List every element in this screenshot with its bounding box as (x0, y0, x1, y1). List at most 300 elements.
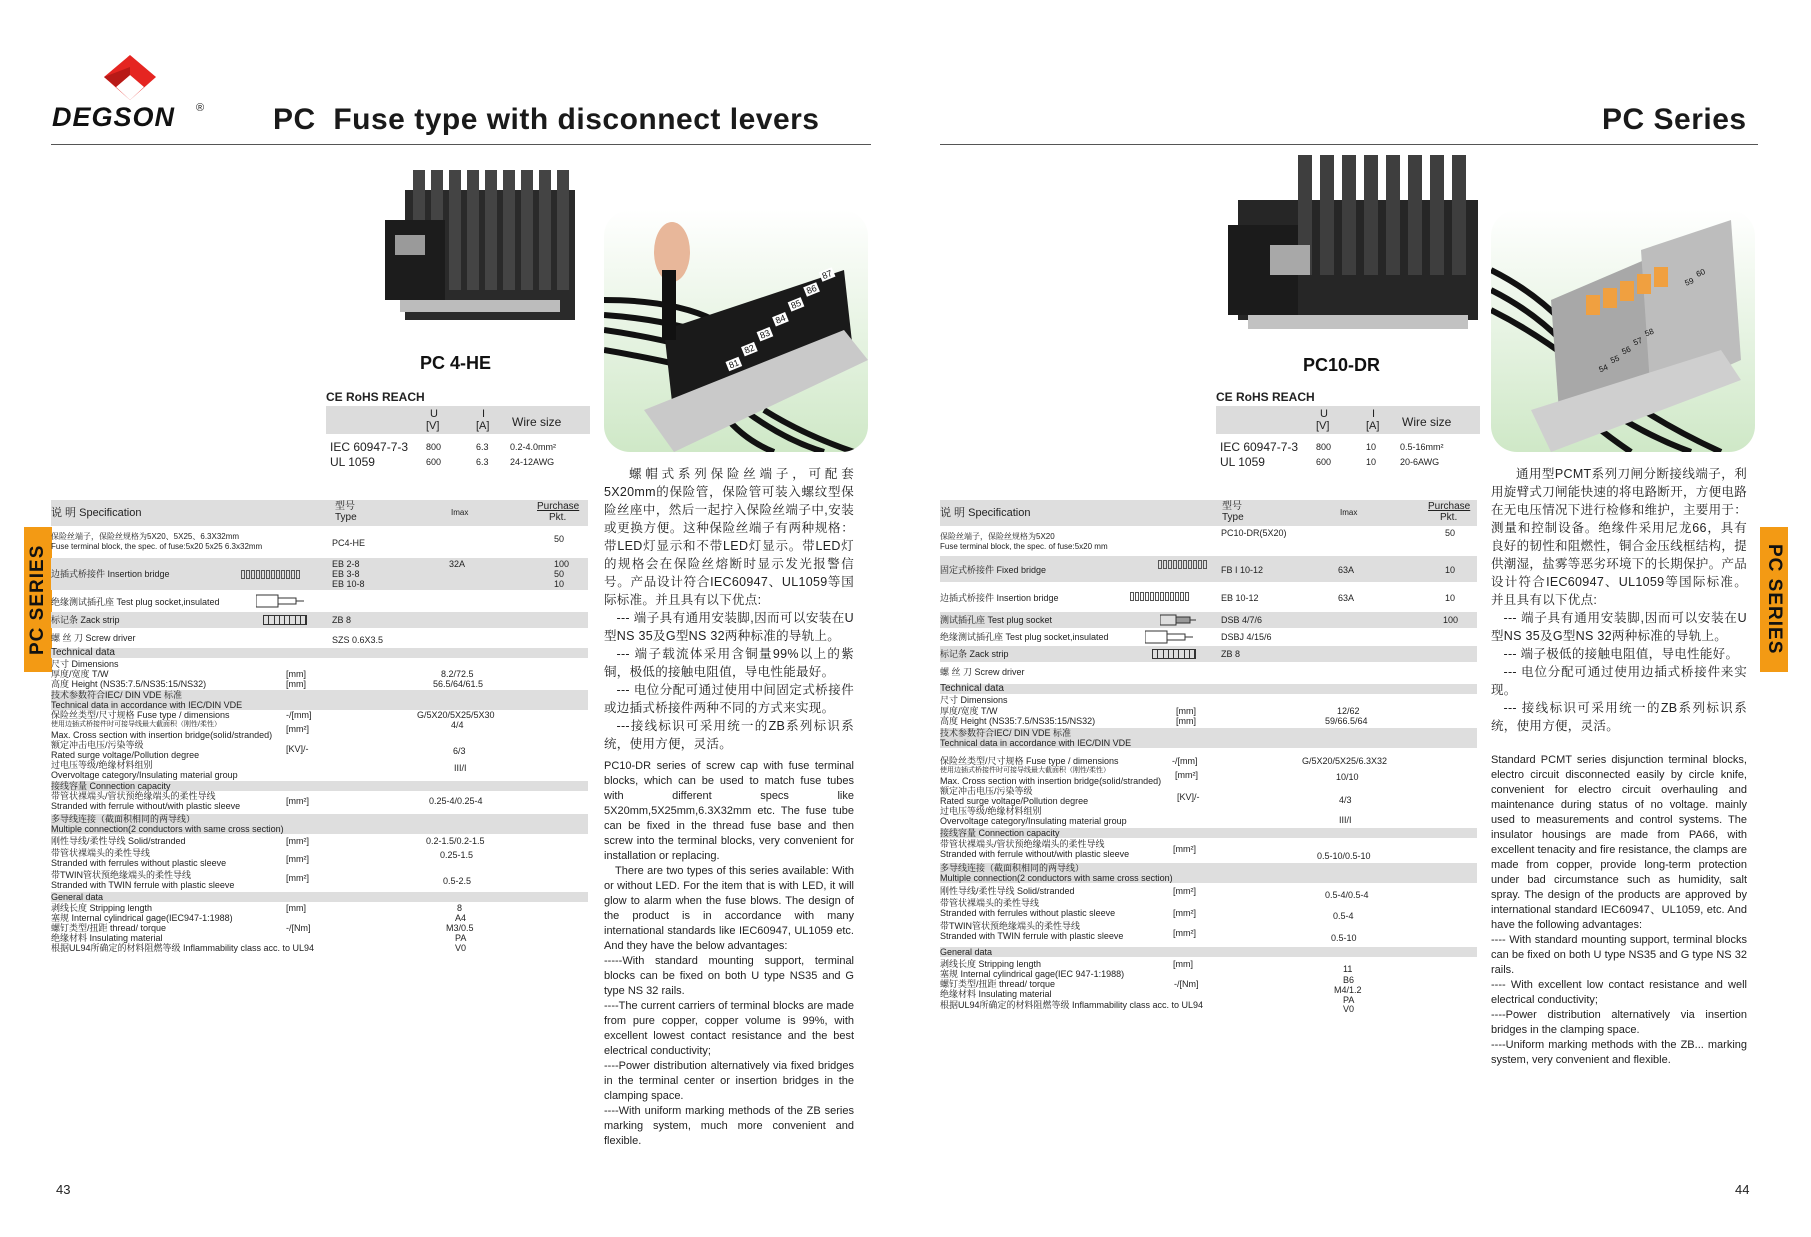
tech-row (940, 806, 1477, 826)
tech-label-en: Stranded with ferrule without/with plastic sleeve (51, 801, 241, 811)
tech-label: 螺钉类型/扭距 thread/ torque (940, 979, 1056, 989)
marker-label: 86 (805, 282, 819, 296)
tech-label: 高度 Height (NS35:7.5/NS35:15/NS32) (940, 716, 1096, 726)
header-u: U (1320, 408, 1328, 420)
col-purchase: Purchase (1428, 501, 1471, 512)
tech-row (51, 903, 588, 913)
wire-i: 6.3 (476, 442, 489, 452)
item-type: PC10-DR(5X20) (1221, 528, 1287, 538)
tech-sub-title-en: Technical data in accordance with IEC/DIN VDE (51, 700, 243, 710)
tech-sub-title: 多导线连接（截面积相同的两导线） (940, 863, 1085, 873)
col-type-en: Type (1222, 512, 1244, 523)
insertion-bridge-icon (1130, 592, 1189, 601)
spec-item-row (940, 584, 1477, 610)
zack-strip-icon (263, 615, 307, 625)
marker-label: 81 (727, 357, 741, 371)
tech-value: 0.2-1.5/0.2-1.5 (426, 836, 485, 846)
wire-i: 6.3 (476, 457, 489, 467)
wire-std: IEC 60947-7-3 (330, 440, 409, 454)
tech-label: 绝缘材料 Insulating material (51, 933, 163, 943)
item-type: EB 2-8 EB 3-8 EB 10-8 (332, 559, 365, 589)
application-photo-right (1491, 210, 1755, 452)
tech-row (940, 756, 1477, 766)
tech-label: 塞规 Internal cylindrical gage(IEC947-1:1988) (51, 913, 233, 923)
brand-logo (52, 52, 212, 132)
tech-label: 根据UL94所确定的材料阻燃等级 Inflammability class acc. to UL94 (51, 943, 315, 953)
item-cn: 标记条 Zack strip (940, 649, 1009, 659)
model-label-pc10dr: PC10-DR (1303, 355, 1381, 375)
tech-unit: [mm²] (1175, 770, 1198, 780)
desc-en-point: ---- With standard mounting support, terminal blocks can be fixed on both U type NS35 and G type NS 32 rails. (1491, 934, 1747, 976)
spec-item-row (940, 612, 1477, 628)
tech-sub-row (51, 690, 588, 710)
item-imax: 63A (1338, 593, 1355, 603)
tech-value: 0.5-2.5 (443, 876, 472, 886)
tech-value: 0.5-4 (1333, 911, 1354, 921)
tech-sub-row (51, 781, 588, 791)
tech-value: 4/4 (451, 720, 464, 730)
tech-unit: [mm²] (1173, 886, 1196, 896)
wire-std: UL 1059 (1220, 455, 1265, 469)
spec-item-row (51, 558, 588, 590)
tech-label-en: Max. Cross section with insertion bridge(solid/stranded) (940, 776, 1162, 786)
item-type: PC4-HE (332, 538, 366, 548)
tech-unit: [mm²] (286, 873, 309, 883)
tech-row (51, 760, 588, 780)
wire-std: UL 1059 (330, 455, 375, 469)
item-cn: 边插式桥接件 Insertion bridge (51, 569, 170, 579)
tech-row (940, 786, 1477, 806)
tech-unit: [mm²] (286, 854, 309, 864)
tech-label: 厚度/宽度 T/W (51, 669, 109, 679)
item-imax: 32A (449, 559, 466, 569)
col-pkt: Pkt. (549, 512, 567, 523)
spec-header-row (940, 500, 1477, 526)
item-cn: 固定式桥接件 Fixed bridge (940, 565, 1047, 575)
col-pkt: Pkt. (1440, 512, 1458, 523)
tech-label: 刚性导线/柔性导线 Solid/stranded (51, 836, 186, 846)
tech-label-en: Overvoltage category/Insulating material group (51, 770, 238, 780)
tech-value: 0.5-10/0.5-10 (1317, 851, 1371, 861)
desc-en-para: PC10-DR series of screw cap with fuse terminal blocks, which can be used to match fuse tubes with different specs like 5X20mm,5X25mm,6.3X32mm etc. The fuse tube can be fixed in the thread fuse base and then screw into the terminal blocks, very convenient for installation or replacing. (604, 760, 854, 862)
description-right (1491, 465, 1747, 1068)
side-tab-left: PC SERIES (24, 527, 52, 672)
wire-table-left (326, 406, 590, 469)
tech-section-title: General data (940, 947, 993, 957)
wire-i: 10 (1366, 457, 1377, 467)
tech-row (51, 791, 588, 813)
desc-en-para: Standard PCMT series disjunction terminal blocks, electro circuit disconnected easily by circle knife, convenient for electro circuit overhauling and maintenance during status of no voltage. mainly used to measurements and control systems. The insulator housings are made from PA66, with excellent tenacity and fire resistance, the clamps are made from copper, provide long-term protection under bad circumstance such as humidity, salt spray. The design of the products are approved by international standard IEC60947、UL1059, etc. And have the following advantages: (1491, 754, 1747, 931)
item-type: SZS 0.6X3.5 (332, 635, 384, 645)
tech-sub-row (940, 695, 1477, 705)
tech-value: 4/3 (1339, 795, 1352, 805)
tech-sub-title: 接线容量 Connection capacity (940, 828, 1060, 838)
tech-sub-title: 多导线连接（截面积相同的两导线） (51, 814, 196, 824)
wire-size: 24-12AWG (510, 457, 555, 467)
wire-std: IEC 60947-7-3 (1220, 440, 1299, 454)
desc-cn-point: --- 电位分配可通过使用中间固定式桥接件或边插式桥接件两种不同的方式来实现。 (604, 683, 854, 715)
spec-item-row (51, 612, 588, 628)
tech-value: 12/62 (1337, 706, 1360, 716)
header-i-unit: [A] (476, 420, 490, 432)
test-plug-socket-icon (1160, 614, 1196, 626)
tech-unit: [mm²] (1173, 928, 1196, 938)
tech-sub-row (940, 828, 1477, 838)
item-cn: 测试插孔座 Test plug socket (940, 615, 1053, 625)
right-page-title: PC Series (1602, 103, 1747, 136)
item-type: EB 10-12 (1221, 593, 1259, 603)
wire-table-header (326, 406, 590, 434)
tech-unit: [KV]/- (286, 744, 309, 754)
model-label-pc4he: PC 4-HE (420, 353, 492, 373)
tech-label: 螺钉类型/扭距 thread/ torque (51, 923, 167, 933)
tech-sub-title: 接线容量 Connection capacity (51, 781, 171, 791)
desc-en-point: ----With uniform marking methods of the ZB series marking system, much more convenient and flexible. (604, 1105, 854, 1147)
tech-row (51, 923, 588, 933)
tech-row (940, 921, 1477, 941)
left-header-rule (51, 144, 871, 145)
tech-label: 高度 Height (NS35:7.5/NS35:15/NS32) (51, 679, 207, 689)
insulated-socket-icon (1145, 630, 1193, 644)
tech-label: 带管状裸端头的柔性导线 (940, 898, 1040, 908)
tech-label-en: Stranded with ferrule without/with plastic sleeve (940, 849, 1130, 859)
tech-row (940, 716, 1477, 726)
item-cn: 保险丝端子，保险丝规格为5X20、5X25、6.3X32mm (51, 532, 240, 541)
spec-item-row (940, 556, 1477, 582)
tech-section-header (51, 648, 588, 658)
tech-sub-row (51, 659, 588, 669)
certification-marks-right: CE RoHS REACH (1216, 390, 1315, 404)
tech-value: M3/0.5 (446, 923, 474, 933)
marker-label: 85 (789, 297, 803, 311)
item-pkt: 50 (554, 534, 565, 544)
tech-value: 0.25-4/0.25-4 (429, 796, 483, 806)
tech-value: M4/1.2 (1334, 985, 1362, 995)
tech-row (940, 766, 1477, 786)
tech-sub-title: 技术参数符合IEC/ DIN VDE 标准 (51, 690, 183, 700)
wire-size: 0.5-16mm² (1400, 442, 1444, 452)
spec-item-row (940, 646, 1477, 662)
desc-en-point: ----The current carriers of terminal blocks are made from pure copper, copper volume is 99%, with excellent lowest contact resistance and the best electrical conductivity; (604, 1000, 854, 1057)
desc-cn-intro: 通用型PCMT系列刀闸分断接线端子，利用旋臂式刀闸能快速的将电路断开，方便电路在无电压情况下进行检修和维护，主要用于：测量和控制设备。绝缘件采用尼龙66，具有良好的韧性和阻燃性，铜合金压线框结构，提供潮湿，盐雾等恶劣环境下的长期保护。产品设计符合IEC60947、UL1059等国际标准。并且具有以下优点: (1491, 467, 1748, 607)
spec-item-row (940, 528, 1477, 554)
tech-label-en: Stranded with ferrules without plastic sleeve (51, 858, 227, 868)
tech-unit: [mm²] (286, 836, 309, 846)
brand-name: DEGSON (52, 102, 176, 132)
tech-unit: [mm²] (1173, 908, 1196, 918)
desc-en-point: ----Power distribution alternatively via fixed bridges in the terminal center or insertion bridges in the clamping space. (604, 1060, 854, 1102)
col-type-cn: 型号 (335, 501, 355, 512)
desc-cn-point: --- 端子载流体采用含铜量99%以上的紫铜，极低的接触电阻值，导电性能最好。 (604, 647, 854, 679)
item-en: Fuse terminal block, the spec. of fuse:5x20 5x25 6.3x32mm (51, 542, 263, 551)
item-pkt: 10 (1445, 565, 1456, 575)
marker-label: 82 (742, 342, 756, 356)
brand-reg: ® (196, 102, 205, 114)
tech-label: 塞规 Internal cylindrical gage(IEC 947-1:1988) (940, 969, 1125, 979)
tech-value: V0 (455, 943, 467, 953)
tech-sub-title-en: Technical data in accordance with IEC/DIN VDE (940, 738, 1132, 748)
tech-label: 带TWIN管状预绝缘端头的柔性导线 (940, 921, 1080, 931)
certification-marks-left: CE RoHS REACH (326, 390, 425, 404)
tech-value: PA (1343, 995, 1355, 1005)
spec-label: 说 明 Specification (51, 507, 142, 519)
tech-value: 0.25-1.5 (440, 850, 474, 860)
header-wire: Wire size (1402, 415, 1452, 429)
header-i-unit: [A] (1366, 420, 1380, 432)
desc-cn-point: ---接线标识可采用统一的ZB系列标识系统，使用方便，灵活。 (604, 719, 854, 751)
tech-label: 额定冲击电压/污染等级 (940, 786, 1033, 796)
tech-unit: [mm] (286, 679, 306, 689)
desc-en-point: ----Power distribution alternatively via insertion bridges in the clamping space. (1491, 1009, 1747, 1036)
marker-label: 60 (1694, 267, 1707, 279)
tech-sub-row (940, 728, 1477, 748)
tech-section-header (940, 684, 1477, 694)
tech-label: 刚性导线/柔性导线 Solid/stranded (940, 886, 1075, 896)
header-u-unit: [V] (426, 420, 440, 432)
tech-value: 6/3 (453, 746, 466, 756)
header-u-unit: [V] (1316, 420, 1330, 432)
tech-unit: -/[mm] (286, 710, 312, 720)
description-left (604, 465, 854, 1149)
desc-en-point: -----With standard mounting support, terminal blocks can be fixed on both U type NS35 and G type NS 32 rails. (604, 955, 854, 997)
item-cn: 标记条 Zack strip (51, 615, 120, 625)
tech-section-title: Technical data (51, 647, 115, 658)
marker-label: 59 (1683, 276, 1696, 288)
tech-sub-title: 技术参数符合IEC/ DIN VDE 标准 (940, 728, 1072, 738)
col-purchase: Purchase (537, 501, 580, 512)
tech-value: 10/10 (1336, 772, 1359, 782)
tech-label: 过电压等级/绝缘材料组别 (940, 806, 1042, 816)
tech-label: 带管状裸端头/管状预绝缘端头的柔性导线 (51, 791, 216, 801)
tech-unit: -/[Nm] (1174, 979, 1199, 989)
page-number-right: 44 (1735, 1182, 1750, 1197)
col-imax: Imax (1340, 508, 1358, 517)
tech-label: 使用边插式桥接件时可接导线最大截面积（刚性/柔性） (51, 721, 221, 728)
tech-unit: [mm] (1173, 959, 1193, 969)
tech-label: 厚度/宽度 T/W (940, 706, 998, 716)
tech-row (940, 1000, 1477, 1014)
tech-value: V0 (1343, 1004, 1355, 1014)
marker-label: 54 (1597, 362, 1610, 375)
desc-cn-point: --- 电位分配可通过使用边插式桥接件来实现。 (1491, 665, 1747, 697)
spec-table-left (51, 500, 588, 980)
col-type-en: Type (335, 512, 357, 523)
spec-item-row (51, 592, 588, 610)
tech-label-en: Max. Cross section with insertion bridge(solid/stranded) (51, 730, 273, 740)
wire-table-right (1216, 406, 1480, 469)
item-cn: 螺 丝 刀 Screw driver (51, 633, 136, 643)
tech-label-en: Rated surge voltage/Pollution degree (51, 750, 200, 760)
spec-item-row (940, 664, 1477, 680)
header-i: I (482, 408, 486, 420)
item-en: Fuse terminal block, the spec. of fuse:5x20 mm (940, 542, 1108, 551)
wire-i: 10 (1366, 442, 1377, 452)
item-cn: 保险丝端子，保险丝规格为5X20 (940, 532, 1055, 541)
product-image-pc4he (385, 150, 585, 330)
wire-size: 20-6AWG (1400, 457, 1440, 467)
tech-row (940, 839, 1477, 861)
tech-section-title: General data (51, 892, 104, 902)
tech-row (940, 898, 1477, 921)
tech-unit: [mm] (1176, 706, 1196, 716)
logo-mark-icon (104, 55, 156, 100)
tech-label: 保险丝类型/尺寸规格 Fuse type / dimensions (940, 756, 1119, 766)
spec-item-row (51, 630, 588, 646)
zack-strip-icon (1152, 649, 1196, 659)
tech-row (51, 836, 588, 846)
item-type: ZB 8 (332, 615, 352, 625)
tech-value: 56.5/64/61.5 (433, 679, 484, 689)
tech-unit: [mm] (286, 669, 306, 679)
tech-label: 保险丝类型/尺寸规格 Fuse type / dimensions (51, 710, 230, 720)
tech-row (51, 933, 588, 943)
tech-value: 59/66.5/64 (1325, 716, 1368, 726)
desc-cn-intro: 螺帽式系列保险丝端子，可配套5X20mm的保险管，保险管可装入螺纹型保险丝座中，然后一起拧入保险丝端子中,安装或更换方便。这种保险丝端子有两种规格：带LED灯显示和不带LED灯显示。带LED灯的规格会在保险丝熔断时显示发光报警信号。产品设计符合IEC60947、UL1059等国际标准。并且具有以下优点: (604, 467, 854, 607)
tech-value: PA (455, 933, 467, 943)
tech-value: B6 (1343, 975, 1355, 985)
spec-item-row (940, 629, 1477, 645)
tech-value: 8 (457, 903, 463, 913)
marker-label: 56 (1620, 344, 1633, 357)
header-u: U (430, 408, 438, 420)
tech-label: 额定冲击电压/污染等级 (51, 740, 144, 750)
header-i: I (1372, 408, 1376, 420)
col-type-cn: 型号 (1222, 501, 1242, 512)
marker-label: 87 (820, 268, 834, 282)
item-cn: 螺 丝 刀 Screw driver (940, 667, 1025, 677)
tech-unit: [mm] (286, 903, 306, 913)
tech-value: 11 (1343, 964, 1353, 974)
tech-label: 绝缘材料 Insulating material (940, 989, 1052, 999)
page-number-left: 43 (56, 1182, 71, 1197)
tech-label: 剥线长度 Stripping length (940, 959, 1042, 969)
item-pkt: 100 (1443, 615, 1459, 625)
tech-value: III/I (454, 763, 467, 773)
tech-sub-title-en: Multiple connection(2 conductors with same cross section) (940, 873, 1173, 883)
tech-label: 使用边插式桥接件时可接导线最大截面积（刚性/柔性） (940, 767, 1110, 774)
tech-unit: -/[Nm] (286, 923, 311, 933)
item-type: DSB 4/7/6 (1221, 615, 1263, 625)
tech-unit: [mm²] (286, 796, 309, 806)
desc-en-point: ----Uniform marking methods with the ZB... marking system, very convenient and flexible. (1491, 1039, 1747, 1066)
desc-cn-point: --- 接线标识可采用统一的ZB系列标识系统，使用方便，灵活。 (1491, 701, 1747, 733)
tech-unit: [KV]/- (1177, 792, 1200, 802)
tech-label: 剥线长度 Stripping length (51, 903, 153, 913)
marker-label: 55 (1609, 353, 1621, 366)
wire-u: 600 (426, 457, 442, 467)
desc-en-para: There are two types of this series available: With or without LED. For the item that is with LED, it will glow to alarm when the fuse blows. The design of the product is in accordance with many international standards like IEC60947, UL1059 etc. And they have the below advantages: (604, 865, 854, 952)
tech-sub-title: 尺寸 Dimensions (940, 695, 1008, 705)
col-imax: Imax (451, 508, 469, 517)
tech-value: G/5X20/5X25/6.3X32 (1302, 756, 1388, 766)
tech-value: 8.2/72.5 (441, 669, 474, 679)
tech-section-title: Technical data (940, 683, 1004, 694)
tech-row (51, 913, 588, 923)
tech-label-en: Stranded with TWIN ferrule with plastic sleeve (51, 880, 235, 890)
tech-value: 0.5-4/0.5-4 (1325, 890, 1369, 900)
tech-label: 根据UL94所确定的材料阻燃等级 Inflammability class acc. to UL94 (940, 1000, 1204, 1010)
test-plug-socket-icon (256, 594, 304, 608)
marker-label: 83 (758, 327, 772, 341)
desc-en-point: ---- With excellent low contact resistance and well electrical conductivity; (1491, 979, 1747, 1006)
tech-label-en: Overvoltage category/Insulating material group (940, 816, 1127, 826)
tech-row (51, 720, 588, 740)
item-type: DSBJ 4/15/6 (1221, 632, 1272, 642)
desc-cn-point: --- 端子具有通用安装脚,因而可以安装在U型NS 35及G型NS 32两种标准的导轨上。 (604, 611, 854, 643)
tech-unit: [mm] (1176, 716, 1196, 726)
tech-row (51, 848, 588, 868)
fixed-bridge-icon (1158, 560, 1207, 569)
tech-row (51, 943, 588, 953)
tech-row (51, 710, 588, 720)
tech-unit: [mm²] (286, 724, 309, 734)
wire-u: 800 (1316, 442, 1332, 452)
item-imax: 63A (1338, 565, 1355, 575)
tech-unit: -/[mm] (1172, 756, 1198, 766)
desc-cn-point: --- 端子极低的接触电阻值，导电性能好。 (1503, 647, 1739, 661)
tech-section-header (51, 892, 588, 902)
marker-label: 58 (1643, 326, 1656, 339)
header-wire: Wire size (512, 415, 562, 429)
application-photo-left (604, 210, 868, 452)
spec-table-right (940, 500, 1477, 1020)
desc-cn-point: --- 端子具有通用安装脚,因而可以安装在U型NS 35及G型NS 32两种标准的导轨上。 (1491, 611, 1747, 643)
tech-row (940, 706, 1477, 716)
tech-row (51, 669, 588, 679)
marker-label: 84 (773, 312, 787, 326)
tech-label-en: Stranded with TWIN ferrule with plastic sleeve (940, 931, 1124, 941)
tech-value: 0.5-10 (1331, 933, 1357, 943)
product-image-pc10dr (1228, 145, 1480, 345)
side-tab-right: PC SERIES (1760, 527, 1788, 672)
tech-label: 带管状裸端头/管状预绝缘端头的柔性导线 (940, 839, 1105, 849)
insertion-bridge-icon (241, 570, 300, 579)
tech-sub-title-en: Multiple connection(2 conductors with same cross section) (51, 824, 284, 834)
tech-sub-row (51, 814, 588, 834)
wire-size: 0.2-4.0mm² (510, 442, 557, 452)
tech-value: A4 (455, 913, 467, 923)
marker-label: 57 (1632, 335, 1644, 348)
tech-unit: [mm²] (1173, 844, 1196, 854)
item-cn: 绝缘测试插孔座 Test plug socket,insulated (940, 632, 1109, 642)
tech-value: G/5X20/5X25/5X30 (417, 710, 495, 720)
left-page-title: PC Fuse type with disconnect levers (273, 103, 820, 136)
tech-row (51, 740, 588, 760)
tech-label-en: Stranded with ferrules without plastic sleeve (940, 908, 1116, 918)
item-cn: 绝缘测试插孔座 Test plug socket,insulated (51, 597, 220, 607)
tech-sub-row (940, 863, 1477, 883)
wire-table-header (1216, 406, 1480, 434)
tech-label: 过电压等级/绝缘材料组别 (51, 760, 153, 770)
item-pkt: 100 50 10 (554, 559, 570, 589)
tech-value: III/I (1339, 815, 1352, 825)
tech-sub-title: 尺寸 Dimensions (51, 659, 119, 669)
tech-section-header (940, 947, 1477, 957)
tech-label: 带TWIN管状预绝缘端头的柔性导线 (51, 870, 191, 880)
item-type: ZB 8 (1221, 649, 1241, 659)
item-pkt: 50 (1445, 528, 1456, 538)
wire-u: 800 (426, 442, 442, 452)
tech-row (51, 679, 588, 689)
item-pkt: 10 (1445, 593, 1456, 603)
item-type: FB I 10-12 (1221, 565, 1264, 575)
spec-label: 说 明 Specification (940, 507, 1031, 519)
item-cn: 边插式桥接件 Insertion bridge (940, 593, 1059, 603)
wire-u: 600 (1316, 457, 1332, 467)
spec-item-row (51, 530, 588, 556)
tech-row (940, 886, 1477, 900)
tech-label: 带管状裸端头的柔性导线 (51, 848, 151, 858)
